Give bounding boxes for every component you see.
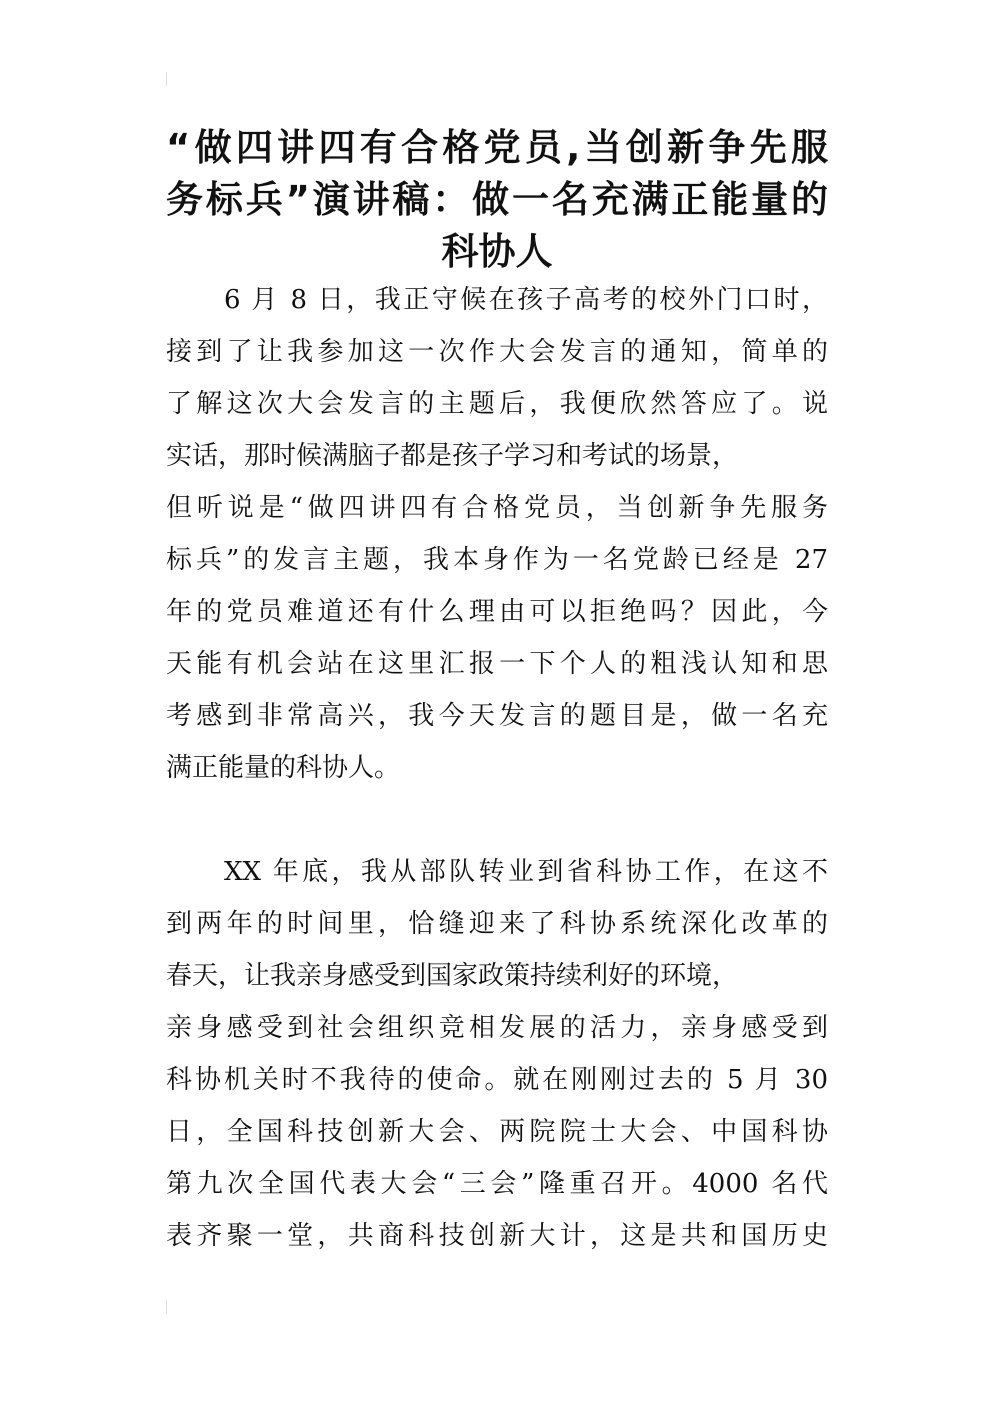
text-line: 天能有机会站在这里汇报一下个人的粗浅认知和思 xyxy=(166,649,828,679)
text-line: 接到了让我参加这一次作大会发言的通知，简单的 xyxy=(166,337,828,367)
title-line: 务标兵”演讲稿：做一名充满正能量的 xyxy=(166,178,828,221)
paragraph-2 xyxy=(166,846,828,1262)
document-body xyxy=(166,274,828,1262)
text-line: 到两年的时间里，恰缝迎来了科协系统深化改革的 xyxy=(166,909,828,939)
text-line: 考感到非常高兴，我今天发言的题目是，做一名充 xyxy=(166,701,828,731)
text-line: 年的党员难道还有什么理由可以拒绝吗？因此，今 xyxy=(166,597,828,627)
text-line: 6 月 8 日，我正守候在孩子高考的校外门口时， xyxy=(224,285,828,315)
text-line: 但听说是“做四讲四有合格党员，当创新争先服务 xyxy=(166,493,828,523)
text-line: XX 年底，我从部队转业到省科协工作，在这不 xyxy=(224,857,828,887)
title-line: 科协人 xyxy=(441,230,553,273)
page-corner-mark-bottom xyxy=(166,1300,167,1314)
text-line: 表齐聚一堂，共商科技创新大计，这是共和国历史 xyxy=(166,1221,828,1251)
title-line: “做四讲四有合格党员,当创新争先服 xyxy=(166,126,828,169)
page-corner-mark-top xyxy=(166,72,167,86)
text-line: 科协机关时不我待的使命。就在刚刚过去的 5 月 30 xyxy=(166,1065,828,1095)
text-line: 春天，让我亲身感受到国家政策持续利好的环境， xyxy=(166,961,739,991)
text-line: 第九次全国代表大会“三会”隆重召开。4000 名代 xyxy=(166,1169,828,1199)
paragraph-1 xyxy=(166,274,828,794)
document-title xyxy=(166,122,828,278)
text-line: 亲身感受到社会组织竞相发展的活力，亲身感受到 xyxy=(166,1013,828,1043)
text-line: 了解这次大会发言的主题后，我便欣然答应了。说 xyxy=(166,389,828,419)
text-line: 日，全国科技创新大会、两院院士大会、中国科协 xyxy=(166,1117,828,1147)
text-line: 标兵”的发言主题，我本身作为一名党龄已经是 27 xyxy=(166,545,828,575)
text-line: 满正能量的科协人。 xyxy=(166,753,401,783)
paragraph-spacer xyxy=(166,794,828,846)
text-line: 实话，那时候满脑子都是孩子学习和考试的场景， xyxy=(166,441,739,471)
